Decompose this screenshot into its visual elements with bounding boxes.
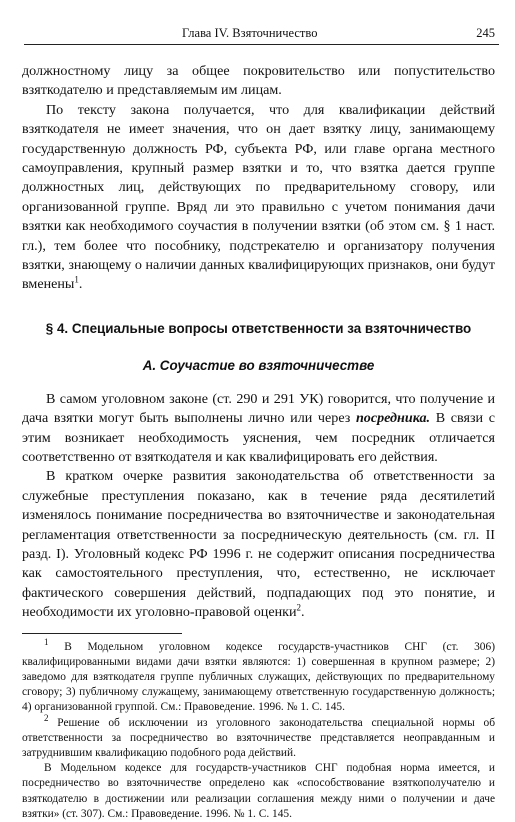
paragraph-3-text-a: В самом уголовном законе (ст. 290 и 291 УК) говорится, что получение и дача взятки могут быть выполнены лично или через xyxy=(22,390,495,427)
subsection-title: А. Соучастие во взяточничестве xyxy=(142,358,375,374)
footnote-ref-2: 2 xyxy=(296,602,302,613)
chapter-title: Глава IV. Взяточничество xyxy=(182,26,318,40)
footnote-1-mark: 1 xyxy=(44,636,49,647)
footnote-2-text-continued: В Модельном кодексе для государств-участников СНГ подобная норма имеется, и посредничество во взяточничестве определено как «способствование взяткополучателю и взяткодателю в достижении или реализации соглашения между ними о получении и даче взятки» (ст. 307). См.: Правоведение. 1996. № 1. С. 145. xyxy=(22,762,495,820)
paragraph-3 xyxy=(22,390,495,468)
section-title: § 4. Специальные вопросы ответственности за взяточничество xyxy=(45,320,472,336)
footnote-1 xyxy=(22,636,495,716)
footnote-separator xyxy=(22,633,182,634)
page-number: 245 xyxy=(476,26,495,40)
footnote-2 xyxy=(22,712,495,762)
footnote-ref-1: 1 xyxy=(74,274,79,285)
footnotes xyxy=(22,636,495,822)
footnote-2-mark: 2 xyxy=(44,712,49,723)
footnote-2-text: Решение об исключении из уголовного законодательства специальной нормы об ответственности за посредничество во взяточничестве представляется неоправданным и затруднившим квалификацию подобного рода действий. xyxy=(22,716,495,759)
paragraph-4: В кратком очерке развития законодательства об ответственности за служебные преступления показано, как в течение ряда десятилетий изменялось понимание посредничества во взяточничестве и законодательная регламентация ответственности за посредническую деятельность (см. гл. II разд. I). Уголовный кодекс РФ 1996 г. не содержит описания посредничества как самостоятельного преступления, что, естественно, не исключает фактического совершения действий, подпадающих под это понятие, и необходимости их уголовно-правовой оценки$^2$. xyxy=(22,468,495,621)
paragraph-3-text-b: В связи с этим возникает необходимость уяснения, чем посредник отличается соответственно от взяткодателя и как квалифицировать его действия. xyxy=(22,410,496,465)
paragraph-2-text: По тексту закона получается, что для квалификации действий взяткодателя не имеет значения, что он дает взятку лицу, занимающему государственную должность РФ, субъекта РФ, или главе органа местного самоуправления, крупный размер взятки и то, что взятка дается группе должностных лиц, действующих по предварительному сговору, или организованной группе. Вряд ли это правильно с учетом понимания дачи взятки как необходимого соучастия в получении взятки (об этом см. § 1 наст. гл.), тем более что пособнику, подстрекателю и организатору получения взятки, знающему о наличии данных квалифицирующих признаков, они будут вменены xyxy=(22,101,495,293)
paragraph-4-text: В кратком очерке развития законодательства об ответственности за служебные преступления показано, как в течение ряда десятилетий изменялось понимание посредничества во взяточничестве и законодательная регламентация ответственности за посредническую деятельность (см. гл. II разд. I). Уголовный кодекс РФ 1996 г. не содержит описания посредничества как самостоятельного преступления, что, естественно, не исключает фактического совершения действий, подпадающих под это понятие, и необходимости их уголовно-правовой оценки xyxy=(22,468,495,621)
footnote-1-text: В Модельном уголовном кодексе государств-участников СНГ (ст. 306) квалифицированными видами дачи взятки являются: 1) совершенная в крупном размере; 2) заведомо для взяткодателя группе публичных служащих, действующих по предварительному сговору; 3) публичному служащему, занимающему ответственную государственную должность; 4) организованной группой. См.: Правоведение. 1996. № 1. С. 145. xyxy=(22,640,495,714)
paragraph-1-text: должностному лицу за общее покровительство или попустительство взяткодателю и представляемым им лицам. xyxy=(22,63,495,99)
paragraph-2: По тексту закона получается, что для квалификации действий взяткодателя не имеет значения, что он дает взятку лицу, занимающему государственную должность РФ, субъекта РФ, или главе органа местного самоуправления, крупный размер взятки и то, что взятка дается группе должностных лиц, действующих по предварительному сговору, или организованной группе. Вряд ли это правильно с учетом понимания дачи взятки как необходимого соучастия в получении взятки (об этом см. § 1 наст. гл.), тем более что пособнику, подстрекателю и организатору получения взятки, знающему о наличии данных квалифицирующих признаков, они будут вменены$^1$. xyxy=(22,101,495,293)
emphasized-term: посредника. xyxy=(355,410,431,427)
paragraph-1 xyxy=(22,62,495,101)
footnote-2-continued xyxy=(22,761,495,822)
main-text xyxy=(22,62,495,822)
running-header xyxy=(24,26,499,45)
